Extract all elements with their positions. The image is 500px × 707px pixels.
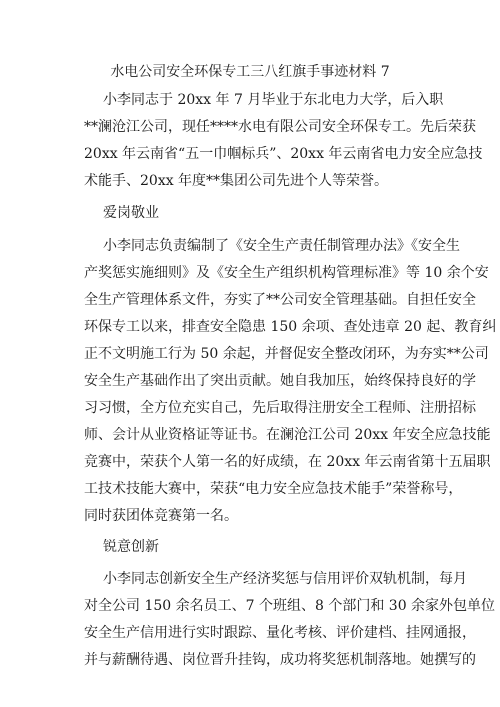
paragraph-line: 工技术技能大赛中，荣获“电力安全应急技术能手”荣誉称号， — [84, 481, 463, 497]
section-heading-dedication: 爱岗敬业 — [103, 205, 159, 221]
paragraph-line: 小李同志创新安全生产经济奖惩与信用评价双轨机制，每月 — [103, 571, 467, 587]
paragraph-line: 安全生产基础作出了突出贡献。她自我加压，始终保持良好的学 — [84, 373, 476, 389]
paragraph-line: 习习惯，全方位充实自己，先后取得注册安全工程师、注册招标 — [84, 400, 476, 416]
paragraph-line: 环保专工以来，排查安全隐患 150 余项、查处违章 20 起、教育纠 — [84, 319, 497, 335]
document-title: 水电公司安全环保专工三八红旗手事迹材料 7 — [110, 64, 390, 80]
paragraph-line: 同时获团体竞赛第一名。 — [84, 508, 238, 524]
section-heading-innovation: 锐意创新 — [103, 539, 159, 555]
paragraph-line: 术能手、20xx 年度**集团公司先进个人等荣誉。 — [84, 173, 389, 189]
paragraph-line: 产奖惩实施细则》及《安全生产组织机构管理标准》等 10 余个安 — [84, 265, 489, 281]
paragraph-line: 20xx 年云南省“五一巾帼标兵”、20xx 年云南省电力安全应急技 — [84, 146, 483, 162]
paragraph-line: 竞赛中，荣获个人第一名的好成绩，在 20xx 年云南省第十五届职 — [84, 454, 491, 470]
paragraph-line: 全生产管理体系文件，夯实了**公司安全管理基础。自担任安全 — [84, 292, 476, 308]
paragraph-line: 对全公司 150 余名员工、7 个班组、8 个部门和 30 余家外包单位 — [84, 598, 496, 614]
paragraph-line: 安全生产信用进行实时跟踪、量化考核、评价建档、挂网通报， — [84, 625, 476, 641]
paragraph-line: 并与薪酬待遇、岗位晋升挂钩，成功将奖惩机制落地。她撰写的 — [84, 652, 476, 668]
paragraph-line: 正不文明施工行为 50 余起，并督促安全整改闭环，为夯实**公司 — [84, 346, 489, 362]
paragraph-line: 小李同志负责编制了《安全生产责任制管理办法》《安全生 — [103, 238, 460, 254]
paragraph-line: 师、会计从业资格证等证书。在澜沧江公司 20xx 年安全应急技能 — [84, 427, 491, 443]
paragraph-line: 小李同志于 20xx 年 7 月毕业于东北电力大学，后入职 — [103, 92, 444, 108]
paragraph-line: **澜沧江公司，现任****水电有限公司安全环保专工。先后荣获 — [84, 119, 476, 135]
